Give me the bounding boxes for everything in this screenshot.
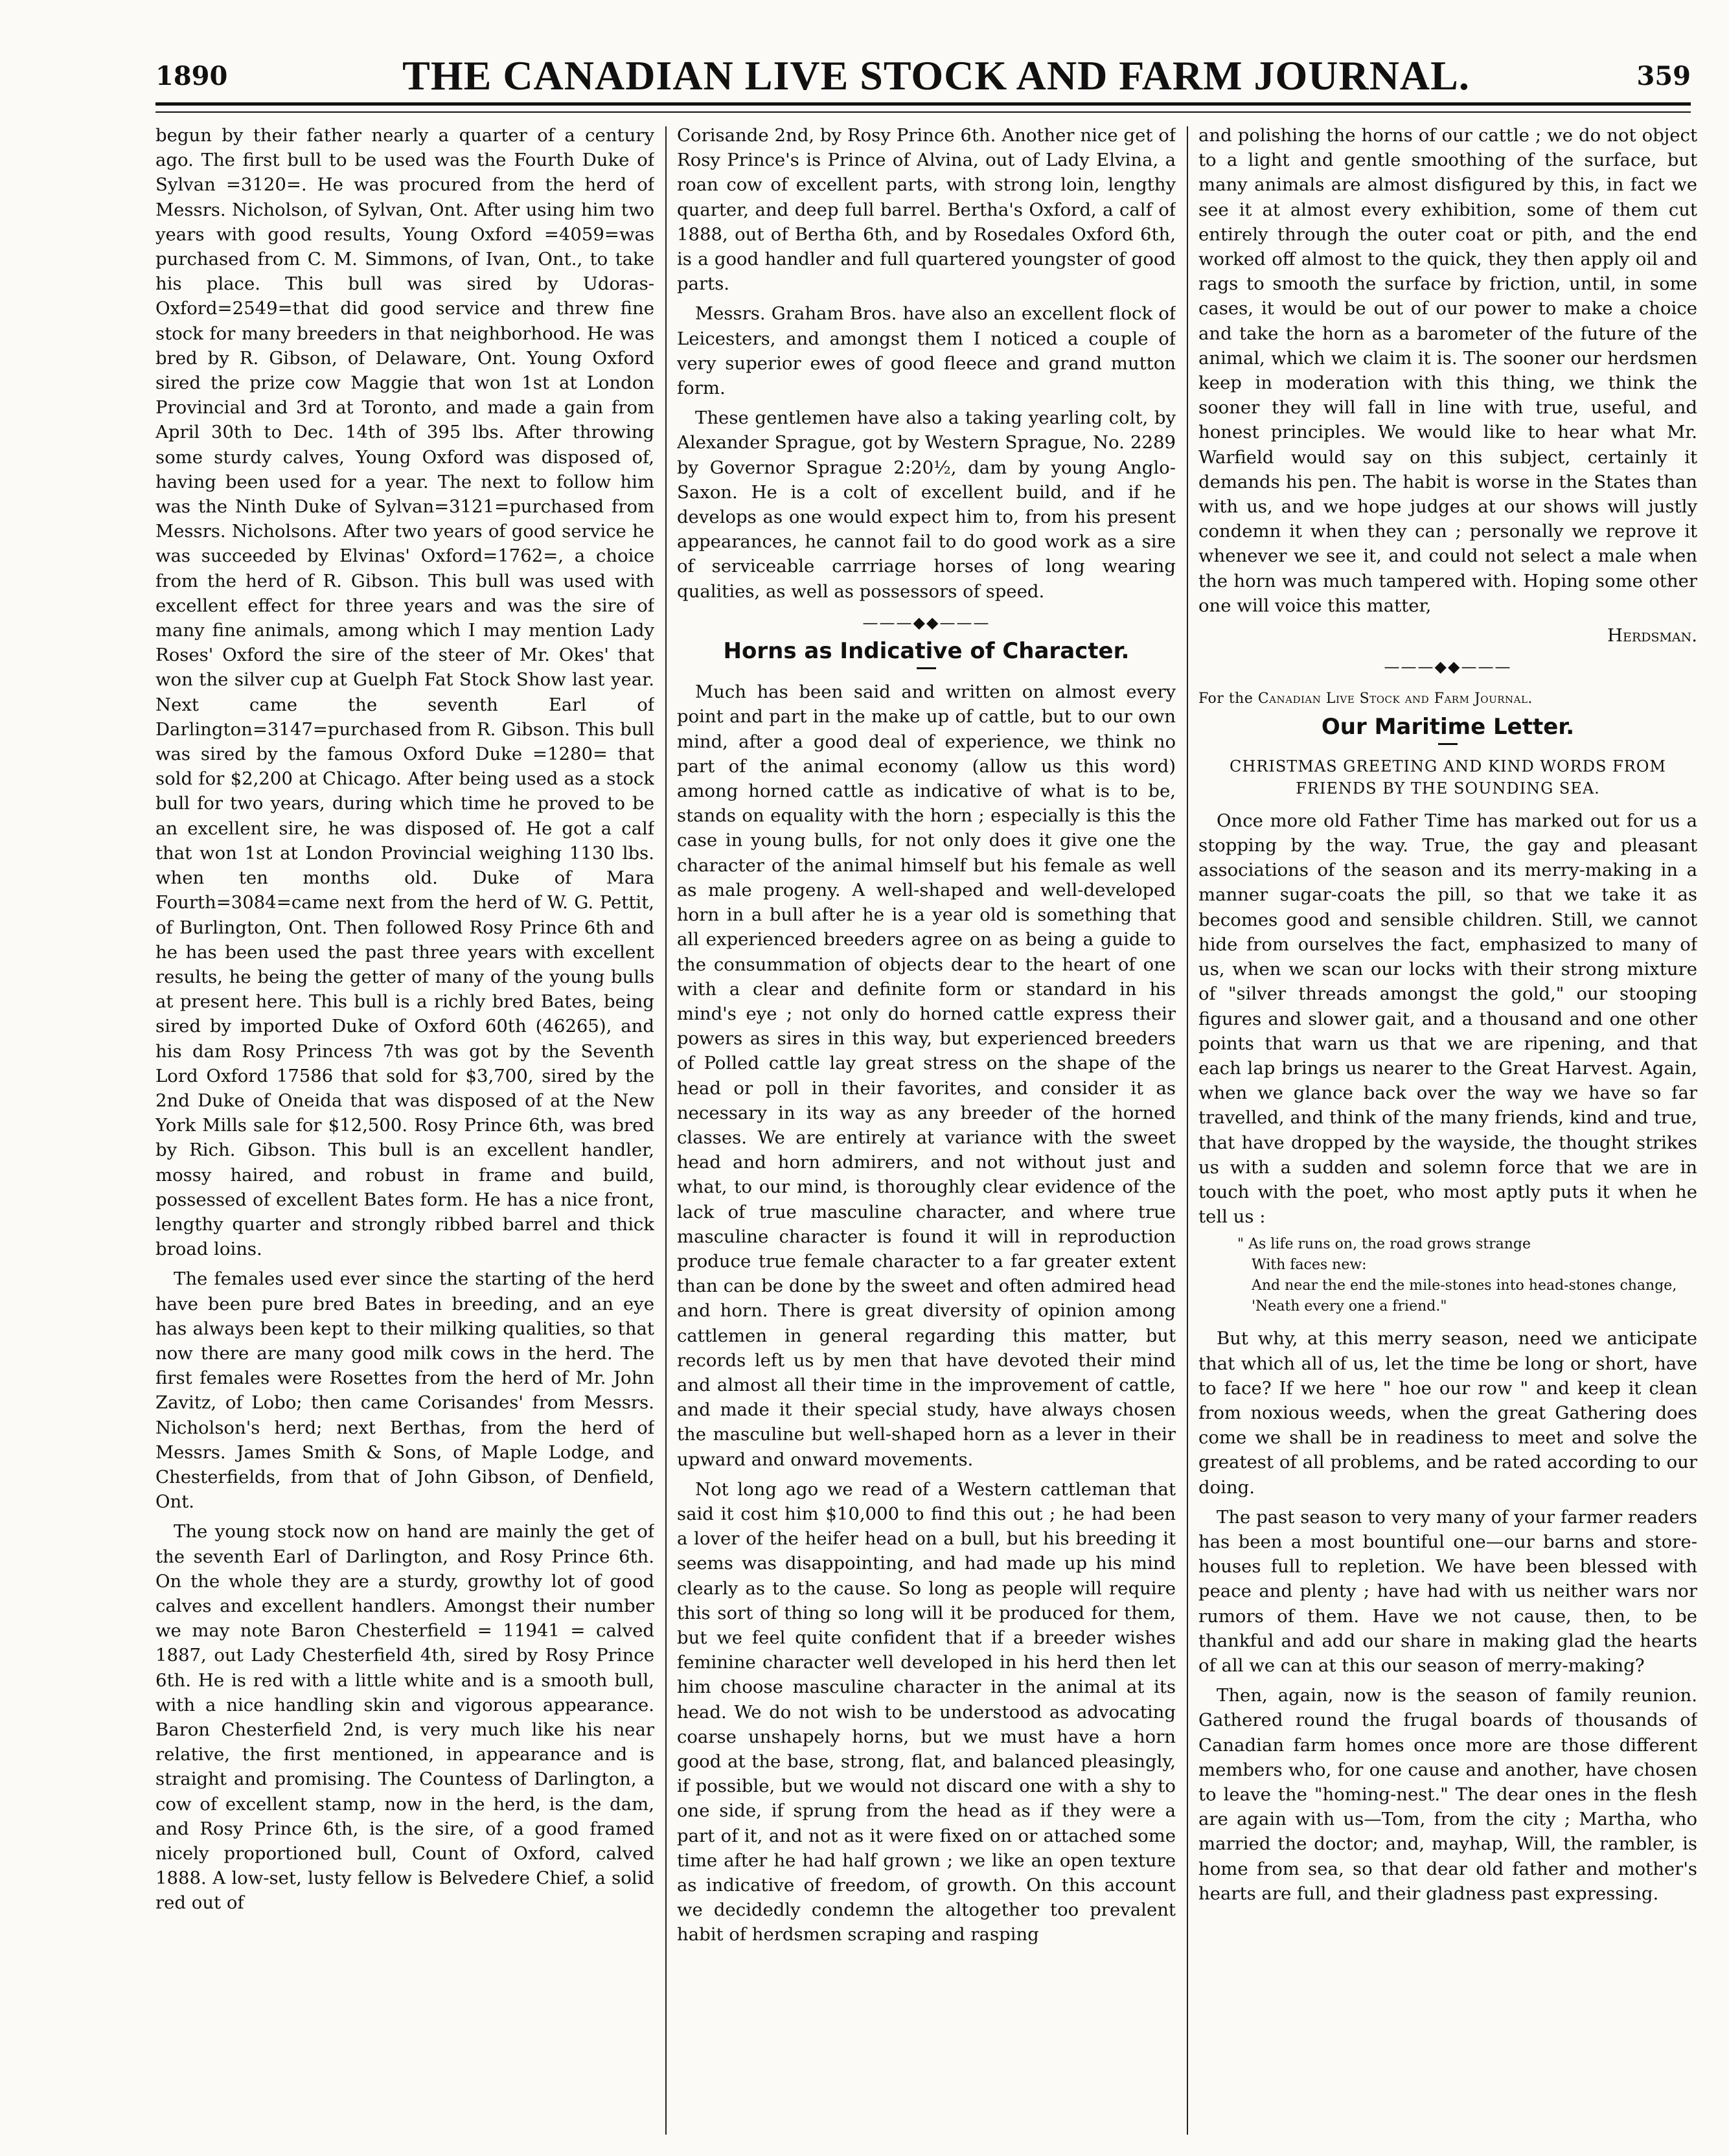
column-1 [155, 123, 654, 2138]
section-ornament: ———◆◆——— [1384, 658, 1512, 676]
issue-year: 1890 [155, 61, 228, 91]
column-divider [1187, 126, 1188, 2135]
article-paragraph: These gentlemen have also a taking yearling colt, by Alexander Sprague, got by Western Sprague, No. 2289 by Governor Sprague 2:20½, dam by young Anglo-Saxon. He is a colt of excellent build, and if he develops as one would expect him to, from his present appearances, he cannot fail to do good work as a sire of serviceable carrriage horses of long wearing qualities, as well as possessors of speed. [677, 407, 1176, 602]
article-paragraph: But why, at this merry season, need we anticipate that which all of us, let the time be long or short, have to face? If we here " hoe our row " and keep it clean from noxious weeds, when the great Gathering does come we shall be in readiness to meet and solve the greatest of all problems, and be rated according to our doing. [1198, 1328, 1697, 1498]
article-subheading: CHRISTMAS GREETING AND KIND WORDS FROM FRIENDS BY THE SOUNDING SEA. [1229, 757, 1667, 797]
article-paragraph: Once more old Father Time has marked out for us a stopping by the way. True, the gay and pleasant associations of the season and its merry-making in a manner sugar-coats the pill, so that we take it as becomes good and sensible children. Still, we cannot hide from ourselves the fact, emphasized to many of us, when we scan our locks with their strong mixture of "silver threads amongst the gold," our stooping figures and slower gait, and a thousand and one other points that warn us that we are ripening, and that each lap brings us nearer to the Great Harvest. Again, when we glance back over the way we have so far travelled, and think of the many friends, kind and true, that have dropped by the wayside, the thought strikes us with a sudden and solemn force that we are in touch with the poet, who most aptly puts it when he tell us : [1198, 810, 1697, 1228]
article-paragraph: Not long ago we read of a Western cattleman that said it cost him $10,000 to find this out ; he had been a lover of the heifer head on a bull, but his breeding it seems was disappointing, and had made up his mind clearly as to the cause. So long as people will require this sort of thing so long will it be produced for them, but we feel quite confident that if a breeder wishes feminine character well developed in his herd then let him choose masculine character in the animal at its head. We do not wish to be understood as advocating coarse unshapely horns, but we must have a horn good at the base, strong, flat, and balanced pleasingly, if possible, but we would not discard one with a shy to one side, if sprung from the head as if they were a part of it, and not as it were fixed on or attached some time after he had half grown ; we like an open texture as indicative of freedom, of growth. On this account we decidedly condemn the altogether too prevalent habit of herdsmen scraping and rasping [677, 1478, 1176, 1945]
attribution-line [1198, 687, 1697, 711]
article-paragraph: The young stock now on hand are mainly the get of the seventh Earl of Darlington, and Rosy Prince 6th. On the whole they are a sturdy, growthy lot of good calves and excellent handlers. Amongst their number we may note Baron Chesterfield = 11941 = calved 1887, out Lady Chesterfield 4th, sired by Rosy Prince 6th. He is red with a little white and is a smooth bull, with a nice handling skin and vigorous appearance. Baron Chesterfield 2nd, is very much like his near relative, the first mentioned, in appearance and is straight and promising. The Countess of Darlington, a cow of excellent stamp, now in the herd, is the dam, and Rosy Prince 6th, is the sire, of a good framed nicely proportioned bull, Count of Oxford, calved 1888. A low-set, lusty fellow is Belvedere Chief, a solid red out of [155, 1521, 654, 1914]
column-2 [677, 123, 1176, 2138]
heading-dash [917, 667, 936, 669]
poem-line: With faces new: [1252, 1257, 1367, 1274]
masthead [155, 52, 1717, 104]
section-ornament: ———◆◆——— [862, 613, 990, 632]
heading-dash [1438, 743, 1458, 745]
attribution-prefix: For the [1198, 691, 1258, 707]
article-heading: Our Maritime Letter. [1321, 713, 1575, 740]
article-paragraph: The past season to very many of your farmer readers has been a most bountiful one—our barns and store-houses full to repletion. We have been blessed with peace and plenty ; have had with us neither wars nor rumors of them. Have we not cause, then, to be thankful and add our share in making glad the hearts of all we can at this our season of merry-making? [1198, 1506, 1697, 1676]
article-paragraph: Much has been said and written on almost every point and part in the make up of cattle, but to our own mind, after a good deal of experience, we think no part of the animal economy (allow us this word) among horned cattle as indicative of what is to be, stands on equality with the horn ; especially is this the case in young bulls, for not only does it give one the character of the animal himself but his female as well as male progeny. A well-shaped and well-developed horn in a bull after he is a year old is something that all experienced breeders agree on as being a guide to the consummation of objects dear to the heart of one with a clear and definite form or standard in his mind's eye ; not only do horned cattle express their powers as sires in this way, but experienced breeders of Polled cattle lay great stress on the shape of the head or poll in their favorites, and consider it as necessary in its way as any breeder of the horned classes. We are entirely at variance with the sweet head and horn admirers, and not without just and what, to our mind, is thoroughly clear evidence of the lack of true masculine character, and where true masculine character is found it will in reproduction produce true female character to a far greater extent than can be done by the sweet and often admired head and horn. There is great diversity of opinion among cattlemen in general regarding this matter, but records left us by men that have devoted their mind and almost all their time in the improvement of cattle, and made it their special study, have always chosen the masculine but well-shaped horn as a lever in their upward and onward movements. [677, 682, 1176, 1470]
article-paragraph: Corisande 2nd, by Rosy Prince 6th. Another nice get of Rosy Prince's is Prince of Alvina, out of Lady Elvina, a roan cow of excellent parts, with strong loin, lengthy quarter, and deep full barrel. Bertha's Oxford, a calf of 1888, out of Bertha 6th, and by Rosedales Oxford 6th, is a good handler and full quartered youngster of good parts. [677, 125, 1176, 295]
author-signature: Herdsman. [1607, 625, 1697, 647]
article-paragraph: The females used ever since the starting of the herd have been pure bred Bates in breeding, and an eye has always been kept to their milking qualities, so that now there are many good milk cows in the herd. The first females were Rosettes from the herd of Mr. John Zavitz, of Lobo; then came Corisandes' from Messrs. Nicholson's herd; next Berthas, from the herd of Messrs. James Smith & Sons, of Maple Lodge, and Chesterfields, from that of John Gibson, of Denfield, Ont. [155, 1268, 654, 1513]
column-divider [665, 126, 667, 2135]
header-rule-thin [155, 111, 1691, 113]
article-paragraph: and polishing the horns of our cattle ; we do not object to a light and gentle smoothing of the surface, but many animals are almost disfigured by this, in fact we see it at almost every exhibition, some of them cut entirely through the outer coat or pith, and the end worked off almost to the quick, they then apply oil and rags to smooth the surface by friction, until, in some cases, it would be out of our power to make a choice and take the horn as a barometer of the future of the animal, which we claim it is. The sooner our herdsmen keep in moderation with this thing, we think the sooner they will fall in line with true, useful, and honest principles. We would like to hear what Mr. Warfield would say on this subject, certainly it demands his pen. The habit is worse in the States than with us, and we hope judges at our shows will justly condemn it when they can ; personally we reprove it whenever we see it, and could not select a male when the horn was much tampered with. Hoping some other one will voice this matter, [1198, 125, 1697, 616]
poem-line: 'Neath every one a friend." [1252, 1298, 1447, 1315]
poem-line: " As life runs on, the road grows strange [1237, 1236, 1531, 1253]
journal-title: THE CANADIAN LIVE STOCK AND FARM JOURNAL. [402, 52, 1470, 98]
header-rule-thick [155, 102, 1691, 106]
poem-line: And near the end the mile-stones into head-stones change, [1252, 1278, 1677, 1294]
article-paragraph: Messrs. Graham Bros. have also an excellent flock of Leicesters, and amongst them I noticed a couple of very superior ewes of good fleece and grand mutton form. [677, 303, 1176, 399]
article-heading: Horns as Indicative of Character. [723, 638, 1130, 665]
column-3 [1198, 123, 1697, 2138]
attribution-journal: Canadian Live Stock and Farm Journal. [1257, 691, 1533, 707]
poem-quote [1237, 1234, 1697, 1317]
article-paragraph: begun by their father nearly a quarter of a century ago. The first bull to be used was the Fourth Duke of Sylvan =3120=. He was procured from the herd of Messrs. Nicholson, of Sylvan, Ont. After using him two years with good results, Young Oxford =4059=was purchased from C. M. Simmons, of Ivan, Ont., to take his place. This bull was sired by Udoras-Oxford=2549=that did good service and threw fine stock for many breeders in that neighborhood. He was bred by R. Gibson, of Delaware, Ont. Young Oxford sired the prize cow Maggie that won 1st at London Provincial and 3rd at Toronto, and made a gain from April 30th to Dec. 14th of 395 lbs. After throwing some sturdy calves, Young Oxford was disposed of, having been used for a year. The next to follow him was the Ninth Duke of Sylvan=3121=purchased from Messrs. Nicholsons. After two years of good service he was succeeded by Elvinas' Oxford=1762=, a choice from the herd of R. Gibson. This bull was used with excellent effect for three years and was the sire of many fine animals, among which I may mention Lady Roses' Oxford the sire of the steer of Mr. Okes' that won the silver cup at Guelph Fat Stock Show last year. Next came the seventh Earl of Darlington=3147=purchased from R. Gibson. This bull was sired by the famous Oxford Duke =1280= that sold for $2,200 at Chicago. After being used as a stock bull for two years, during which time he proved to be an excellent sire, he was disposed of. He got a calf that won 1st at London Provincial weighing 1130 lbs. when ten months old. Duke of Mara Fourth=3084=came next from the herd of W. G. Pettit, of Burlington, Ont. Then followed Rosy Prince 6th and he has been used the past three years with excellent results, he being the getter of many of the young bulls at present here. This bull is a richly bred Bates, being sired by imported Duke of Oxford 60th (46265), and his dam Rosy Princess 7th was got by the Seventh Lord Oxford 17586 that sold for $3,700, sired by the 2nd Duke of Oneida that was disposed of at the New York Mills sale for $12,500. Rosy Prince 6th, was bred by Rich. Gibson. This bull is an excellent handler, mossy haired, and robust in frame and build, possessed of excellent Bates form. He has a nice front, lengthy quarter and strongly ribbed barrel and thick broad loins. [155, 125, 654, 1260]
page-number: 359 [1636, 61, 1691, 91]
article-paragraph: Then, again, now is the season of family reunion. Gathered round the frugal boards of thousands of Canadian farm homes once more are those different members who, for one cause and another, have chosen to leave the "homing-nest." The dear ones in the flesh are again with us—Tom, from the city ; Martha, who married the doctor; and, mayhap, Will, the rambler, is home from sea, so that dear old father and mother's hearts are full, and their gladness past expressing. [1198, 1685, 1697, 1904]
